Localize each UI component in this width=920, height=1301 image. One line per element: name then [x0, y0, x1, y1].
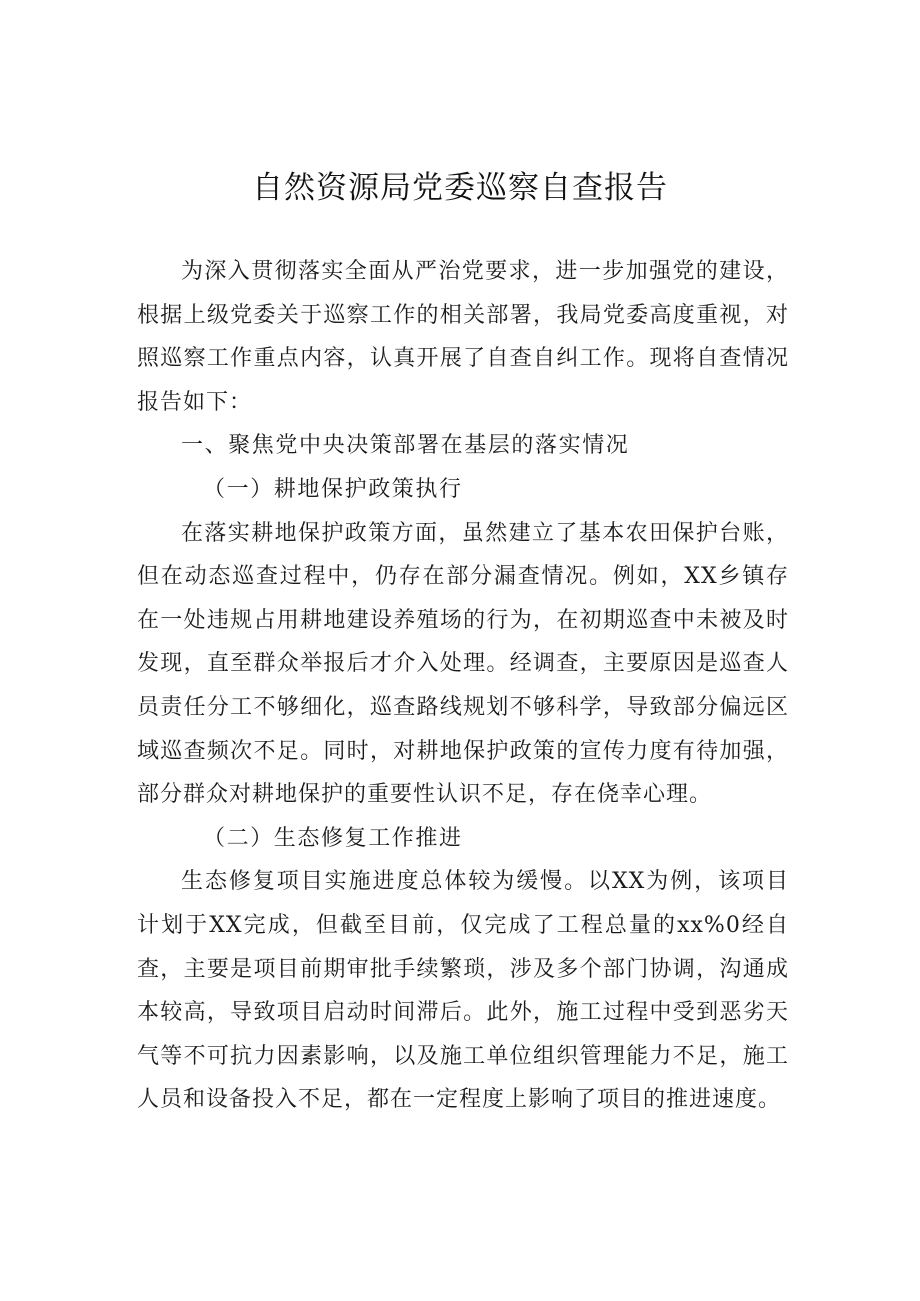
document-title: 自然资源局党委巡察自查报告: [252, 170, 668, 206]
subsection-2-paragraph: 生态修复项目实施进度总体较为缓慢。以XX为例，该项目计划于XX完成，但截至目前，仅完成了工程总量的xx%0经自查，主要是项目前期审批手续繁琐，涉及多个部门协调，沟通成本较高，导致项目启动时间滞后。此外，施工过程中受到恶劣天气等不可抗力因素影响，以及施工单位组织管理能力不足，施工人员和设备投入不足，都在一定程度上影响了项目的推进速度。: [137, 869, 789, 1113]
subsection-1-paragraph: 在落实耕地保护政策方面，虽然建立了基本农田保护台账，但在动态巡查过程中，仍存在部分漏查情况。例如，XX乡镇存在一处违规占用耕地建设养殖场的行为，在初期巡查中未被及时发现，直至群众举报后才介入处理。经调查，主要原因是巡查人员责任分工不够细化，巡查路线规划不够科学，导致部分偏远区域巡查频次不足。同时，对耕地保护政策的宣传力度有待加强，部分群众对耕地保护的重要性认识不足，存在侥幸心理。: [137, 520, 789, 808]
subsection-2-heading: （二）生态修复工作推进: [203, 825, 463, 851]
section-1-heading: 一、聚焦党中央决策部署在基层的落实情况: [181, 433, 630, 459]
intro-paragraph: 为深入贯彻落实全面从严治党要求，进一步加强党的建设，根据上级党委关于巡察工作的相关部署，我局党委高度重视，对照巡察工作重点内容，认真开展了自查自纠工作。现将自查情况报告如下：: [137, 259, 789, 415]
document-body: [137, 250, 789, 1122]
subsection-1-heading: （一）耕地保护政策执行: [203, 476, 463, 502]
